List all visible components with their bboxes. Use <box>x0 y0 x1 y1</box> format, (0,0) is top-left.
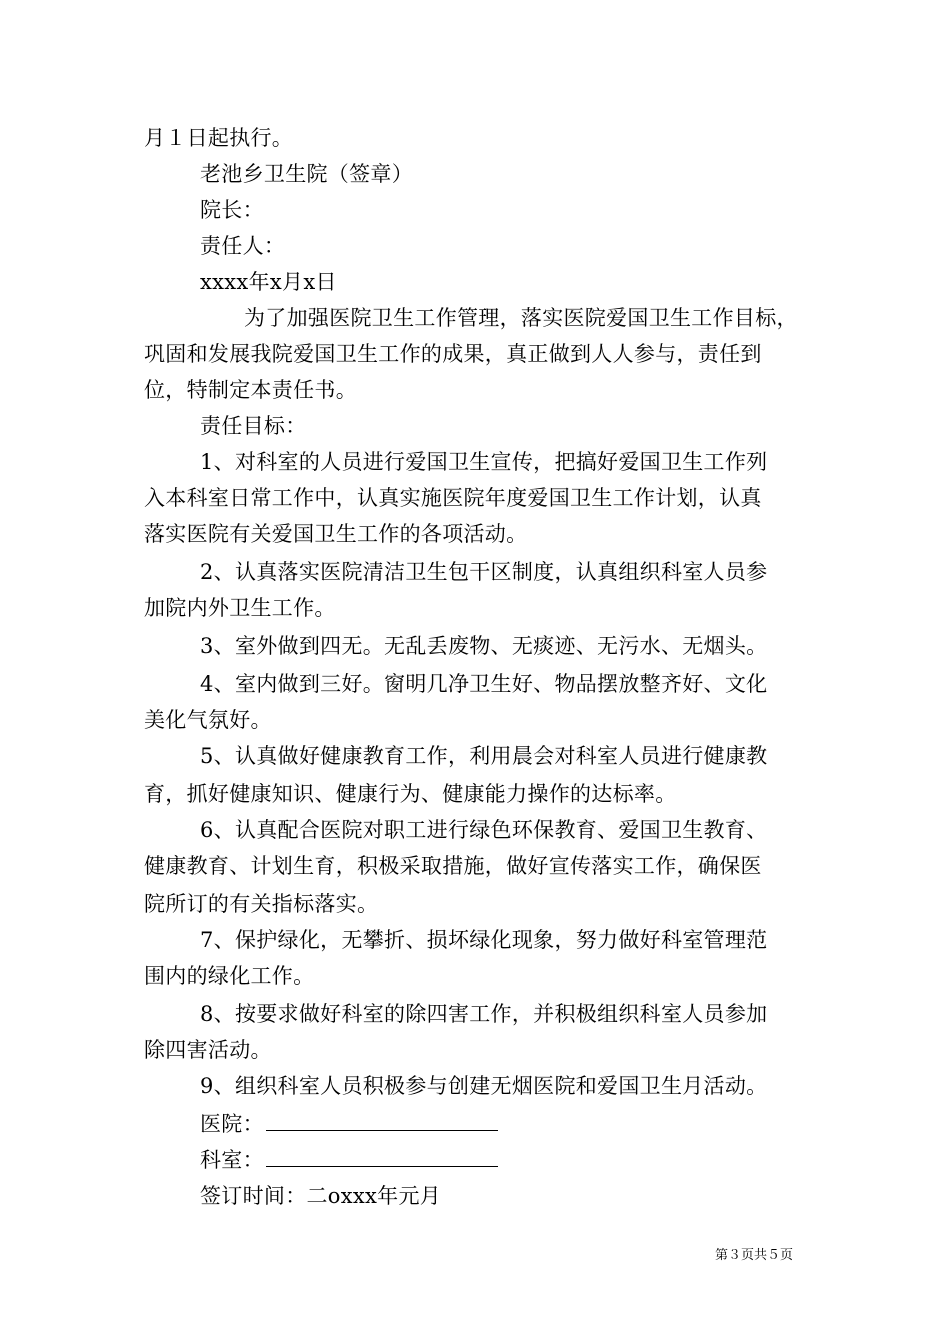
list-item-continued: 入本科室日常工作中，认真实施医院年度爱国卫生工作计划，认真 <box>144 486 762 510</box>
hospital-signature-blank[interactable] <box>266 1112 498 1131</box>
list-item: 1、对科室的人员进行爱国卫生宣传，把搞好爱国卫生工作列 <box>200 450 768 474</box>
signing-date: 签订时间：二oxxx年元月 <box>200 1184 442 1208</box>
hospital-signature-field <box>200 1112 498 1136</box>
list-item-continued: 美化气氛好。 <box>144 708 272 732</box>
list-item-continued: 除四害活动。 <box>144 1038 272 1062</box>
list-item-continued: 围内的绿化工作。 <box>144 964 315 988</box>
list-item: 3、室外做到四无。无乱丢废物、无痰迹、无污水、无烟头。 <box>200 634 768 658</box>
list-item: 8、按要求做好科室的除四害工作，并积极组织科室人员参加 <box>200 1002 768 1026</box>
department-label: 科室： <box>200 1148 264 1172</box>
list-item-continued: 院所订的有关指标落实。 <box>144 892 379 916</box>
list-item-continued: 育，抓好健康知识、健康行为、健康能力操作的达标率。 <box>144 782 677 806</box>
hospital-label: 医院： <box>200 1112 264 1136</box>
department-signature-blank[interactable] <box>266 1148 498 1167</box>
page-number: 第３页共５页 <box>715 1248 794 1263</box>
list-item: 5、认真做好健康教育工作，利用晨会对科室人员进行健康教 <box>200 744 768 768</box>
list-item: 4、室内做到三好。窗明几净卫生好、物品摆放整齐好、文化 <box>200 672 768 696</box>
section-heading: 责任目标： <box>200 414 307 438</box>
paragraph-line: 巩固和发展我院爱国卫生工作的成果，真正做到人人参与，责任到 <box>144 342 762 366</box>
director-label: 院长： <box>200 198 264 222</box>
signature-org: 老池乡卫生院（签章） <box>200 162 413 186</box>
list-item: 6、认真配合医院对职工进行绿色环保教育、爱国卫生教育、 <box>200 818 768 842</box>
paragraph-line: 位，特制定本责任书。 <box>144 378 357 402</box>
list-item-continued: 加院内外卫生工作。 <box>144 596 336 620</box>
list-item: 9、组织科室人员积极参与创建无烟医院和爱国卫生月活动。 <box>200 1074 768 1098</box>
responsible-person-label: 责任人： <box>200 234 286 258</box>
department-signature-field <box>200 1148 498 1172</box>
text-line: 月１日起执行。 <box>144 126 294 150</box>
list-item-continued: 落实医院有关爱国卫生工作的各项活动。 <box>144 522 528 546</box>
date-line: xxxx年x月x日 <box>200 270 337 294</box>
list-item: 7、保护绿化，无攀折、损坏绿化现象，努力做好科室管理范 <box>200 928 768 952</box>
list-item-continued: 健康教育、计划生育，积极采取措施，做好宣传落实工作，确保医 <box>144 854 762 878</box>
list-item: 2、认真落实医院清洁卫生包干区制度，认真组织科室人员参 <box>200 560 768 584</box>
paragraph-line: 为了加强医院卫生工作管理，落实医院爱国卫生工作目标， <box>244 306 798 330</box>
